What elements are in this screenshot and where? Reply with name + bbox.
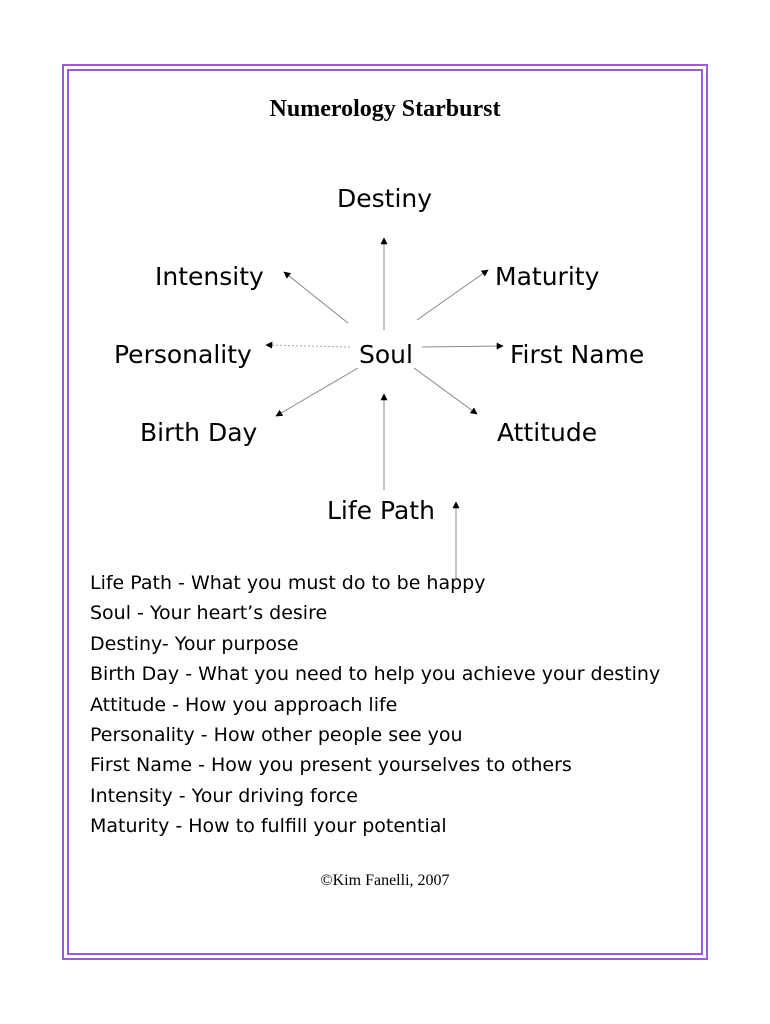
legend-item: Personality - How other people see you [90,723,463,746]
legend-item: Birth Day - What you need to help you achieve your destiny [90,663,661,686]
arrow-to-intensity [284,272,348,323]
node-life-path: Life Path [327,496,435,525]
node-first-name: First Name [510,340,645,369]
node-maturity: Maturity [495,262,600,291]
arrow-to-first-name [422,346,503,347]
legend-item: Attitude - How you approach life [90,693,398,716]
legend-item: Maturity - How to fulfill your potential [90,815,447,838]
arrow-to-birth-day [276,368,358,416]
legend-item: Life Path - What you must do to be happy [90,572,486,594]
copyright-text: ©Kim Fanelli, 2007 [320,872,450,889]
diagram-title: Numerology Starburst [269,96,501,122]
node-personality: Personality [114,340,252,369]
legend-item: First Name - How you present yourselves to others [90,754,572,777]
legend-item: Soul - Your heart’s desire [90,602,328,625]
node-soul: Soul [359,340,413,369]
arrow-to-maturity [417,270,488,320]
legend-item: Destiny- Your purpose [90,632,299,655]
arrow-to-personality [266,345,350,347]
legend-list [90,568,660,842]
node-destiny: Destiny [337,184,433,213]
legend-item: Intensity - Your driving force [90,784,358,807]
node-attitude: Attitude [497,418,598,447]
node-birth-day: Birth Day [140,418,258,447]
node-intensity: Intensity [155,262,264,291]
arrow-to-attitude [414,368,477,414]
